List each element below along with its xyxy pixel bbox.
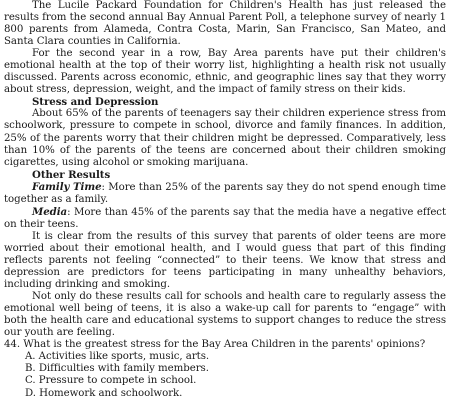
- family-time-label: Family Time: [32, 180, 102, 193]
- media-paragraph: [4, 206, 446, 231]
- option-c[interactable]: C. Pressure to compete in school.: [25, 375, 197, 387]
- document-page: [4, 0, 446, 400]
- intro-paragraph-1: The Lucile Packard Foundation for Children's Health has just released the results from the second annual Bay Annual Parent Poll, a telephone survey of nearly 1 800 parents from Alameda, Contra Costa, Marin, San Francisco, San Mateo, and Santa Clara counties in California.: [4, 0, 446, 48]
- closing-paragraph-1: It is clear from the results of this survey that parents of older teens are more worried about their emotional health, and I would guess that part of this finding reflects parents not feeling “connected” to their teens. We know that stress and depression are predictors for teens participating in many unhealthy behaviors, including drinking and smoking.: [4, 230, 446, 291]
- closing-paragraph-2: Not only do these results call for schools and health care to regularly assess the emotional well being of teens, it is also a wake-up call for parents to “engage” with both the health care and educational systems to support changes to reduce the stress our youth are feeling.: [4, 291, 446, 339]
- intro-paragraph-2: For the second year in a row, Bay Area parents have put their children's emotional health at the top of their worry list, highlighting a health risk not usually discussed. Parents across economic, ethnic, and geographic lines say that they worry about stress, depression, weight, and the impact of family stress on their kids.: [4, 48, 446, 96]
- answer-options: [4, 351, 446, 399]
- question-text: 44. What is the greatest stress for the Bay Area Children in the parents' opinions?: [4, 339, 426, 351]
- stress-paragraph: About 65% of the parents of teenagers say their children experience stress from schoolwork, pressure to compete in school, divorce and family finances. In addition, 25% of the parents worry that their children might be depressed. Comparatively, less than 10% of the parents of the teens are concerned about their children smoking cigarettes, using alcohol or smoking marijuana.: [4, 108, 446, 168]
- option-b[interactable]: B. Difficulties with family members.: [25, 363, 209, 375]
- media-text: : More than 45% of the parents say that the media have a negative effect on their teens.: [4, 206, 446, 230]
- media-label: Media: [32, 205, 68, 218]
- family-time-text: : More than 25% of the parents say they do not spend enough time together as a family.: [4, 181, 446, 205]
- family-time-paragraph: [4, 181, 446, 206]
- other-results-heading: Other Results: [32, 168, 111, 181]
- option-a[interactable]: A. Activities like sports, music, arts.: [25, 351, 210, 363]
- stress-heading: Stress and Depression: [32, 96, 159, 109]
- option-d[interactable]: D. Homework and schoolwork.: [25, 387, 183, 399]
